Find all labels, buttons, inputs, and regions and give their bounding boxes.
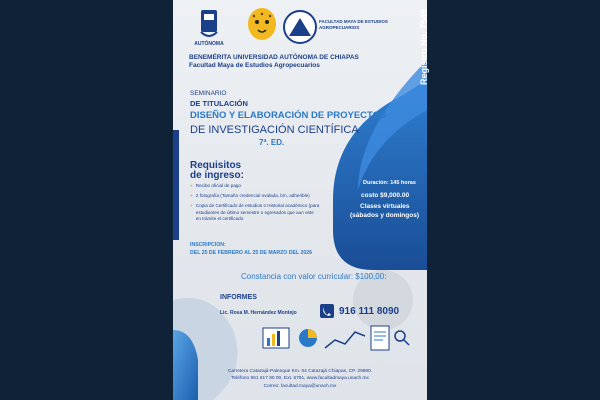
unach-shield-icon: [189, 8, 229, 48]
costo-text: costo $9,000.00: [361, 192, 410, 199]
bullet-icon: ●: [190, 193, 193, 199]
constancia-text: Constancia con valor curricular: $100,00:: [241, 272, 387, 281]
seminario-label: SEMINARIO: [190, 90, 227, 97]
informes-label: INFORMES: [220, 294, 257, 301]
bullet-icon: ●: [190, 183, 193, 188]
title-line1: DISEÑO Y ELABORACIÓN DE PROYECTOS: [190, 110, 387, 121]
left-bar-top: [173, 130, 179, 240]
clases-line2: (sábados y domingos): [350, 212, 419, 219]
chart-panel-icon: [263, 328, 289, 348]
pyramid-icon: [283, 10, 317, 44]
edition-label: 7ª. ED.: [259, 138, 285, 147]
contact-name: Lic. Rosa M. Hernández Montejo: [220, 310, 297, 316]
footer-address: Carretera Catazajá-Palenque Km. 04 Catazajá Chiapas, CP. 29980.: [227, 369, 373, 374]
de-titulacion-label: DE TITULACIÓN: [190, 99, 248, 108]
bullet-icon: ●: [190, 203, 193, 209]
infographic-row: [253, 322, 413, 358]
footer-phone-web: Teléfono 961 617 80 00, Ext. 5791, www.facultadmaya.unach.mx: [231, 376, 369, 382]
title-line2: DE INVESTIGACIÓN CIENTÍFICA: [190, 124, 359, 136]
svg-text:AUTÓNOMA: AUTÓNOMA: [194, 41, 224, 47]
jaguar-icon: [246, 6, 278, 42]
requisitos-heading-2: de ingreso:: [190, 170, 244, 181]
duracion-text: Duración: 145 horas: [363, 180, 416, 186]
faculty-logo: [283, 10, 403, 44]
seminar-poster: [173, 0, 427, 400]
list-item: ● Recibo oficial de pago: [190, 183, 241, 188]
requisitos-list: [190, 183, 320, 222]
footer: [173, 368, 427, 390]
inscripcion-dates: DEL 25 DE FEBRERO AL 25 DE MARZO DEL 2026: [190, 250, 313, 256]
registro-number: Registro No. 7549: [419, 8, 429, 85]
phone-icon: [320, 304, 334, 318]
faculty-name: Facultad Maya de Estudios Agropecuarios: [189, 62, 320, 69]
footer-email: Correo: facultad.maya@unach.mx: [263, 383, 337, 389]
magnifier-icon: [395, 331, 405, 341]
jaguar-logo: [246, 6, 278, 42]
university-name: BENEMÉRITA UNIVERSIDAD AUTÓNOMA DE CHIAPAS: [189, 54, 359, 61]
line-graph-icon: [325, 332, 365, 348]
faculty-logo-line2: AGROPECUARIOS: [319, 25, 360, 30]
list-item: ● 2 fotografía (Tamaño credencial ovalada, b/n, adherible): [190, 193, 310, 199]
unach-logo: [189, 8, 229, 48]
document-icon: [371, 326, 389, 350]
requisitos-heading-1: Requisitos: [190, 160, 242, 171]
clases-line1: Clases virtuales: [360, 203, 410, 210]
phone-number[interactable]: 916 111 8090: [339, 306, 400, 317]
inscripcion-label: INSCRIPCION:: [190, 242, 226, 248]
faculty-logo-line1: FACULTAD MAYA DE ESTUDIOS: [319, 19, 388, 24]
list-item: ● Copia de Certificado de estudios o Historial académico (para estudiantes de último semestre o egresados que aun este en trámite el certificado: [190, 203, 320, 221]
